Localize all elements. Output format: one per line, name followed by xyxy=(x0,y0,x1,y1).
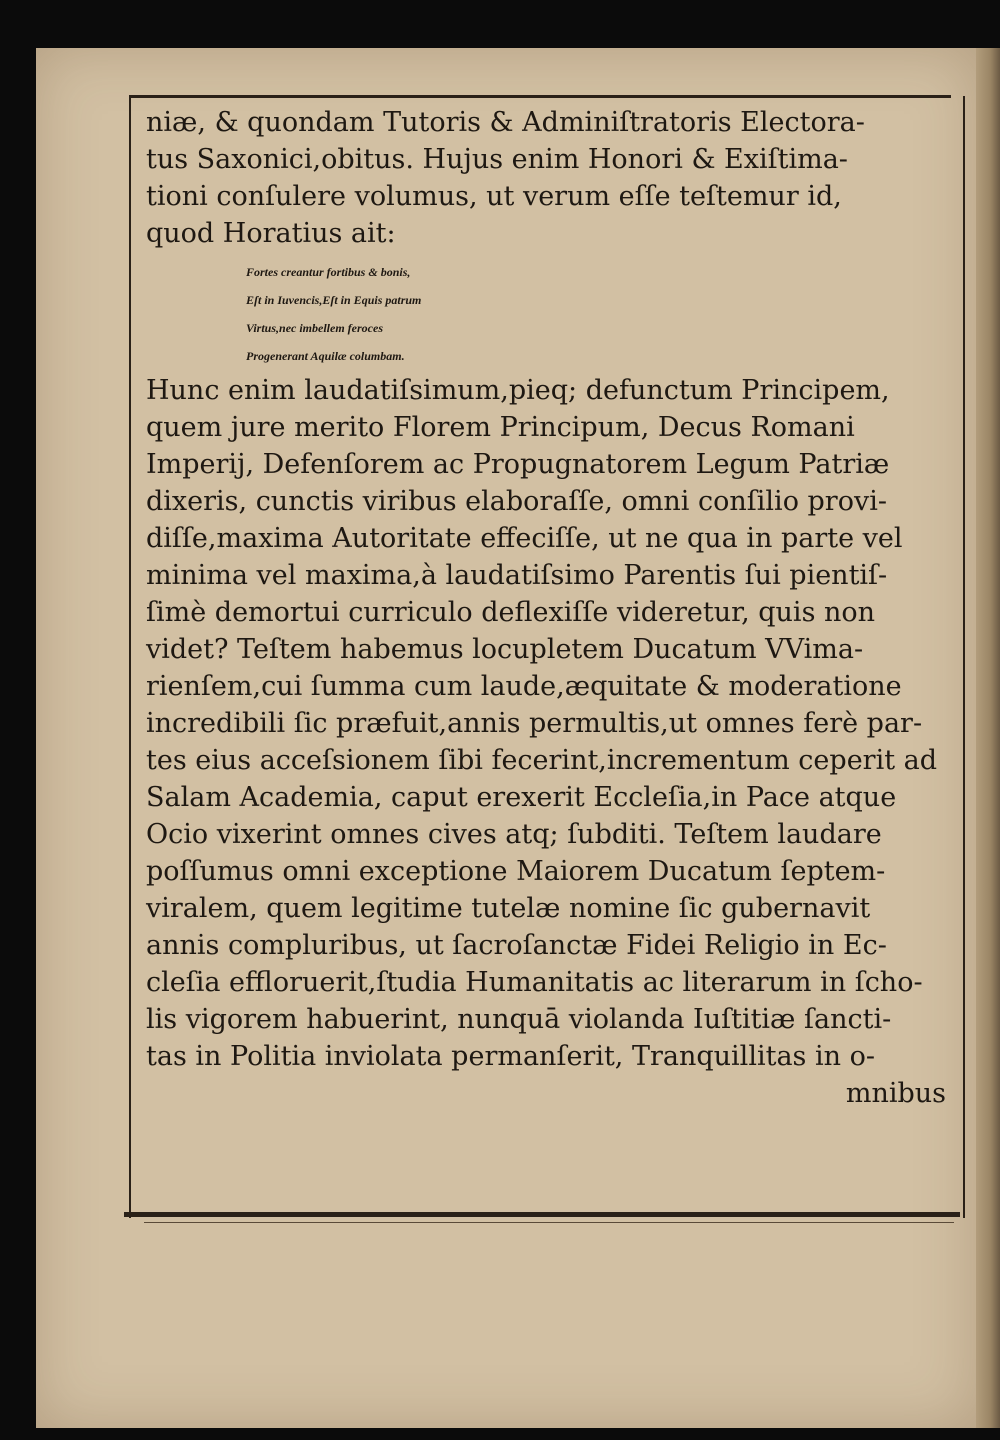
text-line: ſimè demortui curriculo deflexiſſe videretur, quis non xyxy=(146,597,876,628)
text-line: tioni conſulere volumus, ut verum eſſe teſtemur id, xyxy=(146,181,842,212)
verse-line: Fortes creantur fortibus & bonis, xyxy=(246,265,411,279)
text-line: poſſumus omni exceptione Maiorem Ducatum ſeptem- xyxy=(146,856,886,887)
text-line: cleſia effloruerit,ſtudia Humanitatis ac literarum in ſcho- xyxy=(146,967,923,998)
text-line: quod Horatius ait: xyxy=(146,218,396,249)
verse-line: Virtus,nec imbellem feroces xyxy=(246,321,383,335)
text-line: videt? Teſtem habemus locupletem Ducatum VVima- xyxy=(146,634,864,665)
catchword: mnibus xyxy=(845,1078,946,1109)
text-line: lis vigorem habuerint, nunquā violanda Iuſtitiæ ſancti- xyxy=(146,1004,892,1035)
text-line: dixeris, cunctis viribus elaboraſſe, omni conſilio provi- xyxy=(146,486,887,517)
bottom-rule-thin xyxy=(144,1222,954,1223)
bottom-rule xyxy=(124,1212,960,1217)
page-text xyxy=(146,104,946,1112)
text-line: tas in Politia inviolata permanſerit, Tranquillitas in o- xyxy=(146,1041,875,1072)
text-line: viralem, quem legitime tutelæ nomine ſic gubernavit xyxy=(146,893,871,924)
text-line: niæ, & quondam Tutoris & Adminiſtratoris Electora- xyxy=(146,107,865,138)
text-line: quem jure merito Florem Principum, Decus Romani xyxy=(146,412,855,443)
text-line: minima vel maxima,à laudatiſsimo Parentis ſui pientiſ- xyxy=(146,560,888,591)
page-edge xyxy=(976,48,1000,1428)
text-line: Ocio vixerint omnes cives atq; ſubditi. Teſtem laudare xyxy=(146,819,882,850)
text-line: rienſem,cui ſumma cum laude,æquitate & moderatione xyxy=(146,671,902,702)
text-line: incredibili ſic præfuit,annis permultis,ut omnes ferè par- xyxy=(146,708,923,739)
text-line: tus Saxonici,obitus. Hujus enim Honori & Exiſtima- xyxy=(146,144,848,175)
text-line: Salam Academia, caput erexerit Eccleſia,in Pace atque xyxy=(146,782,897,813)
verse-line: Progenerant Aquilæ columbam. xyxy=(246,349,405,363)
text-line: Hunc enim laudatiſsimum,pieq; defunctum Principem, xyxy=(146,375,890,406)
verse-line: Eſt in Iuvencis,Eſt in Equis patrum xyxy=(246,293,422,307)
text-line: tes eius acceſsionem ſibi fecerint,incrementum ceperit ad xyxy=(146,745,938,776)
text-line: annis compluribus, ut ſacroſanctæ Fidei Religio in Ec- xyxy=(146,930,887,961)
text-line: Imperij, Defenſorem ac Propugnatorem Legum Patriæ xyxy=(146,449,890,480)
text-line: diſſe,maxima Autoritate effeciſſe, ut ne qua in parte vel xyxy=(146,523,903,554)
horace-quotation xyxy=(146,258,946,370)
